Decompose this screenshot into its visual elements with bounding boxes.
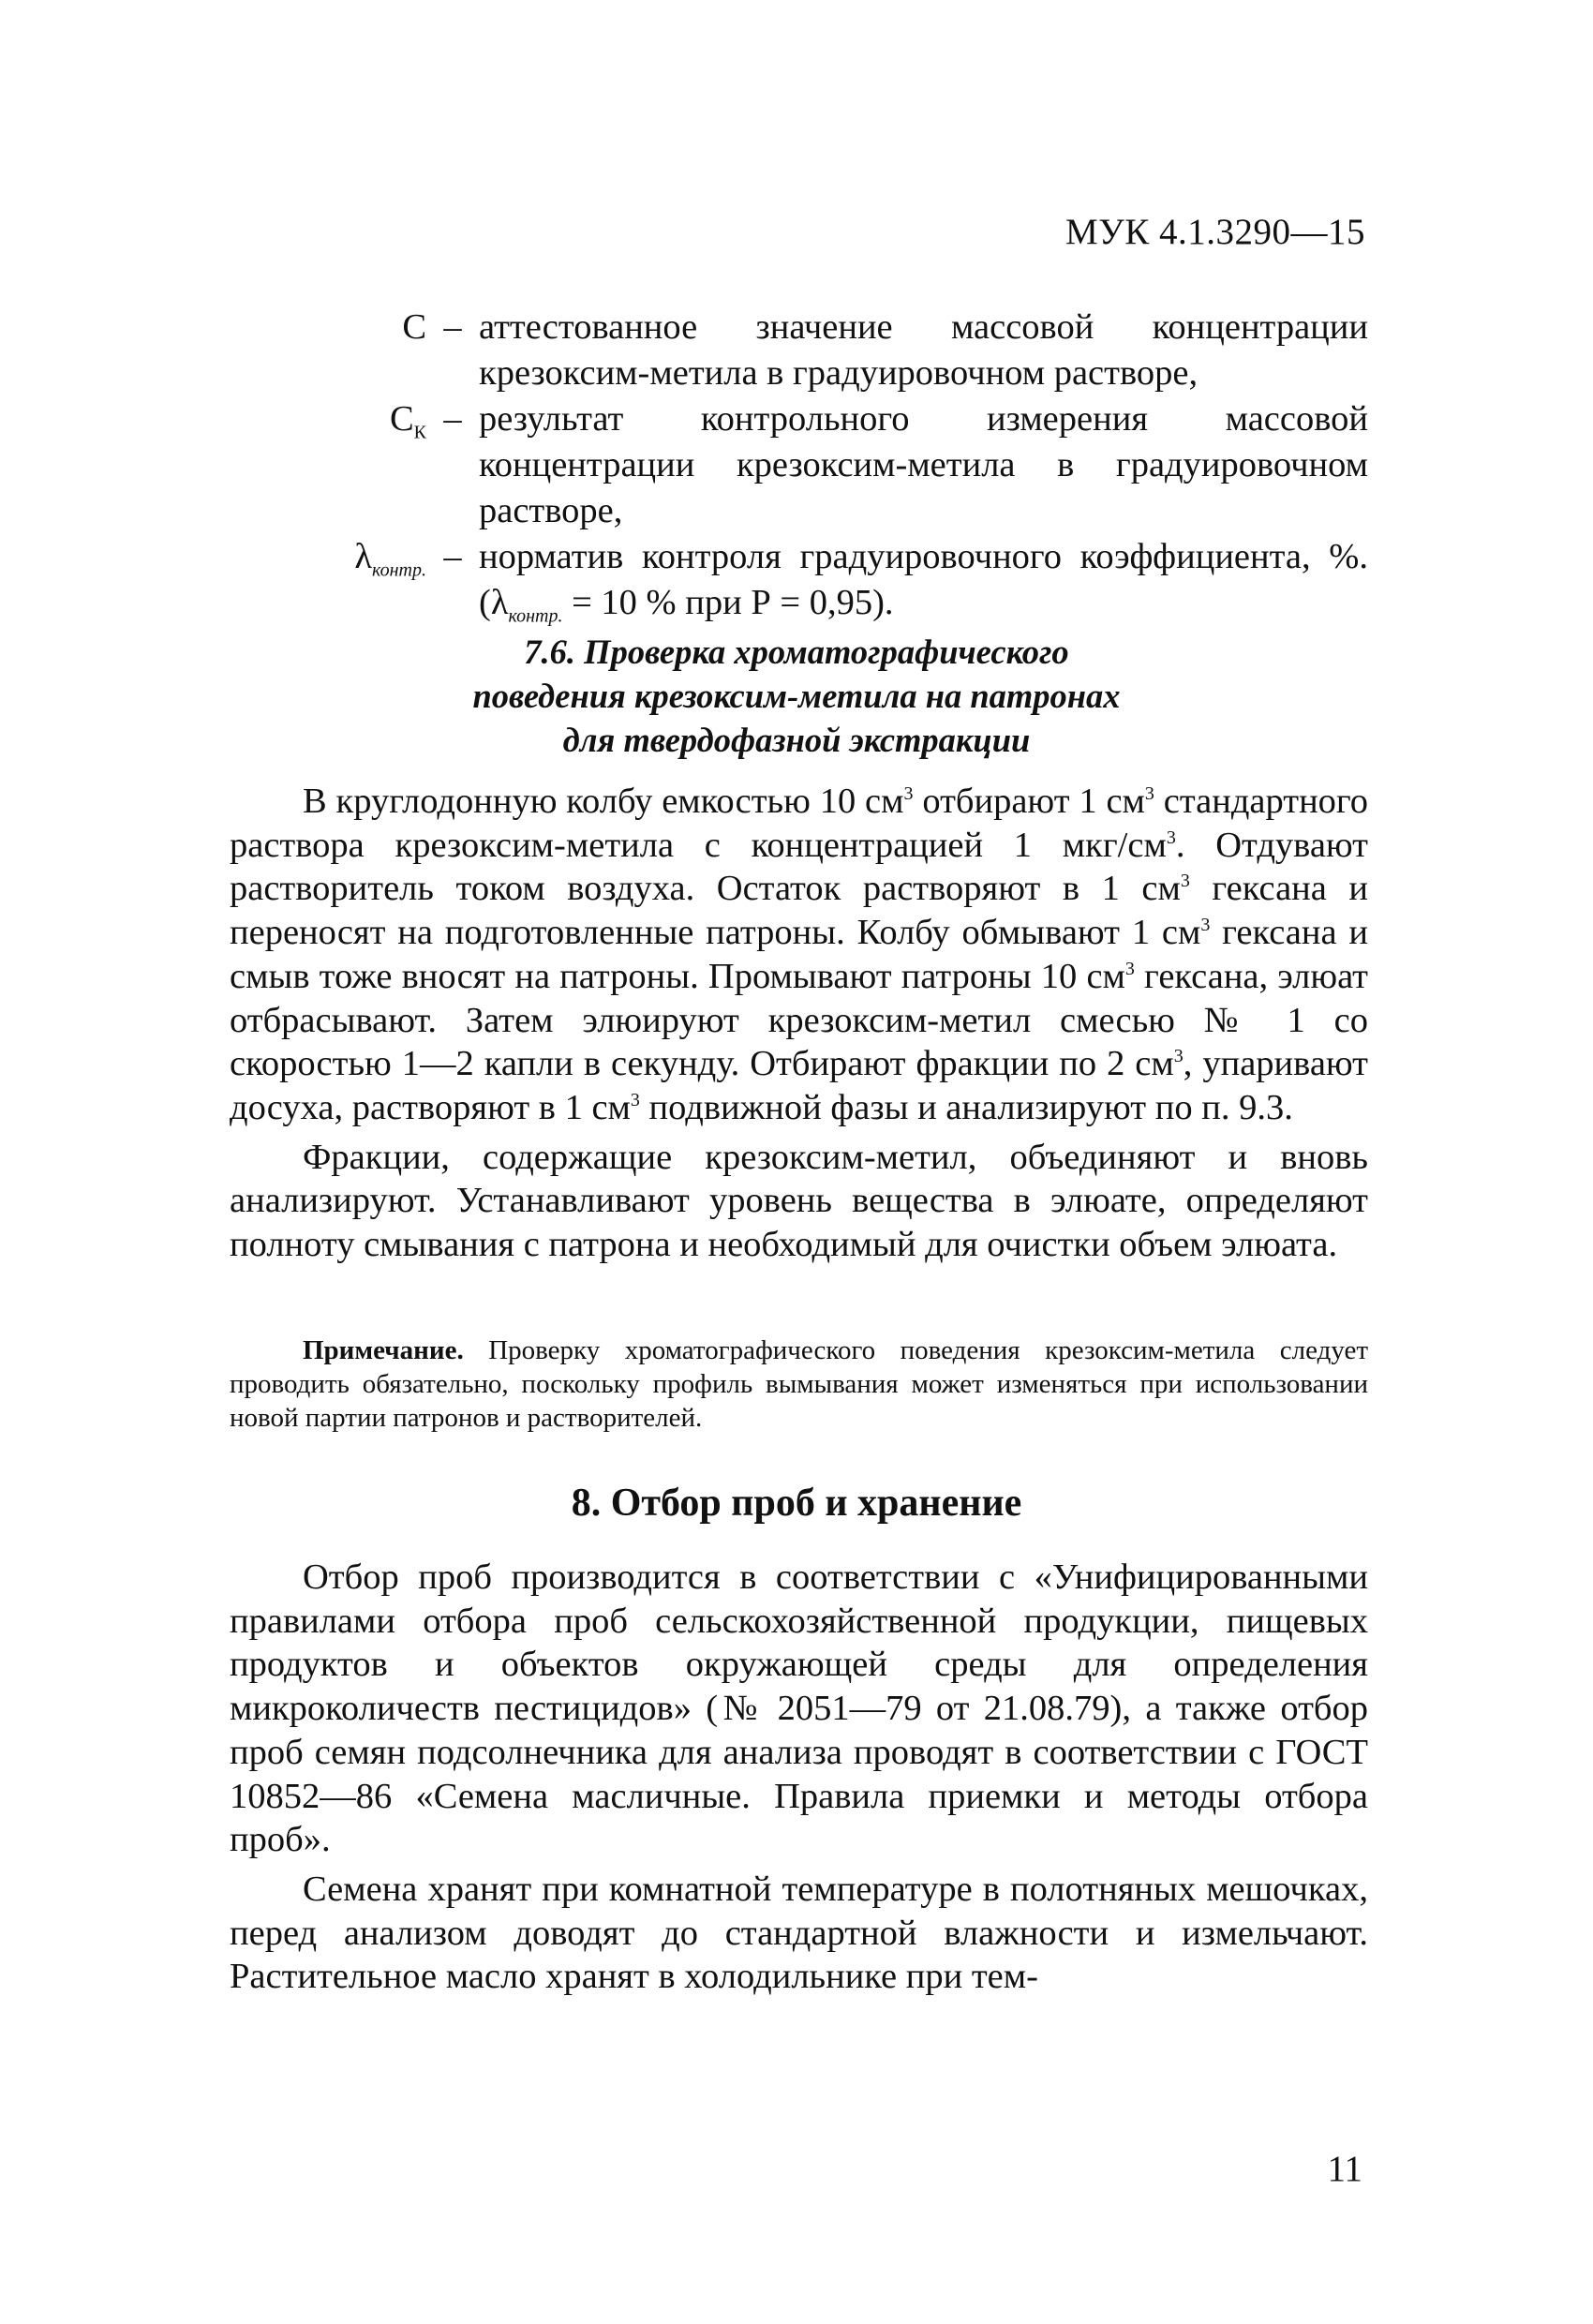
section-7-6-title bbox=[225, 630, 1368, 762]
definition-dash: – bbox=[443, 399, 462, 439]
definition-text: результат контрольного измерения массовой концентрации крезоксим-метила в градуировочном растворе, bbox=[479, 399, 1368, 530]
note-paragraph bbox=[230, 1333, 1368, 1435]
section-title-line: поведения крезоксим-метила на патронах bbox=[472, 677, 1121, 715]
section-title-line: 7.6. Проверка хроматографического bbox=[524, 633, 1069, 671]
definition-symbol: $C_К$ bbox=[389, 399, 426, 443]
definition-symbol: C bbox=[402, 307, 426, 347]
page-number: 11 bbox=[1327, 2149, 1362, 2189]
definition-item bbox=[281, 396, 1368, 534]
section-8-title: 8. Отбор проб и хранение bbox=[571, 1482, 1022, 1525]
symbol-definitions bbox=[281, 305, 1368, 640]
section-7-6-body bbox=[230, 780, 1368, 1267]
definition-text: аттестованное значение массовой концентрации крезоксим-метила в градуировочном растворе, bbox=[479, 307, 1368, 393]
definition-item bbox=[281, 305, 1368, 396]
definition-symbol: $\lambda_{контр.}$ bbox=[354, 537, 426, 581]
paragraph: Фракции, содержащие крезоксим-метил, объединяют и вновь анализируют. Устанавливают уровень вещества в элюате, определяют полноту смывания с патрона и необходимый для очистки объем элюата. bbox=[230, 1137, 1368, 1265]
note-text: Проверку хроматографического поведения крезоксим-метила следует проводить обязательно, поскольку профиль вымывания может изменяться при использовании новой партии патронов и растворителей. bbox=[230, 1335, 1368, 1433]
paragraph: Семена хранят при комнатной температуре в полотняных мешочках, перед анализом доводят до стандартной влажности и измельчают. Растительное масло хранят в холодильнике при тем- bbox=[230, 1869, 1368, 1997]
paragraph: Отбор проб производится в соответствии с «Унифицированными правилами отбора проб сельскохозяйственной продукции, пищевых продуктов и объектов окружающей среды для определения микроколичеств пестицидов» (№ 2051—79 от 21.08.79), а также отбор проб семян подсолнечника для анализа проводят в соответствии с ГОСТ 10852—86 «Семена масличные. Правила приемки и методы отбора проб». bbox=[230, 1557, 1368, 1860]
section-title-line: для твердофазной экстракции bbox=[562, 721, 1031, 759]
definition-dash: – bbox=[443, 307, 462, 347]
section-8-body bbox=[230, 1556, 1368, 1999]
paragraph: В круглодонную колбу емкостью 10 $см^3$ отбирают 1 $см^3$ стандартного раствора крезоксим-метила с концентрацией 1 мкг/$см^3$. Отдувают растворитель током воздуха. Остаток растворяют в 1 $см^3$ гексана и переносят на подготовленные патроны. Колбу обмывают 1 $см^3$ гексана и смыв тоже вносят на патроны. Промывают патроны 10 $см^3$ гексана, элюат отбрасывают. Затем элюируют крезоксим-метил смесью № 1 со скоростью 1—2 капли в секунду. Отбирают фракции по 2 $см^3$, упаривают досуха, растворяют в 1 $см^3$ подвижной фазы и анализируют по п. 9.3. bbox=[230, 782, 1369, 1127]
document-code-header: МУК 4.1.3290—15 bbox=[1064, 212, 1365, 252]
definition-dash: – bbox=[443, 537, 462, 576]
definition-text: норматив контроля градуировочного коэффициента, %. ($\lambda_{контр.} = 10$ % при Р = 0,95). bbox=[479, 537, 1368, 627]
note-block bbox=[230, 1333, 1368, 1435]
definition-item bbox=[281, 534, 1368, 640]
note-label: Примечание. bbox=[303, 1335, 464, 1365]
